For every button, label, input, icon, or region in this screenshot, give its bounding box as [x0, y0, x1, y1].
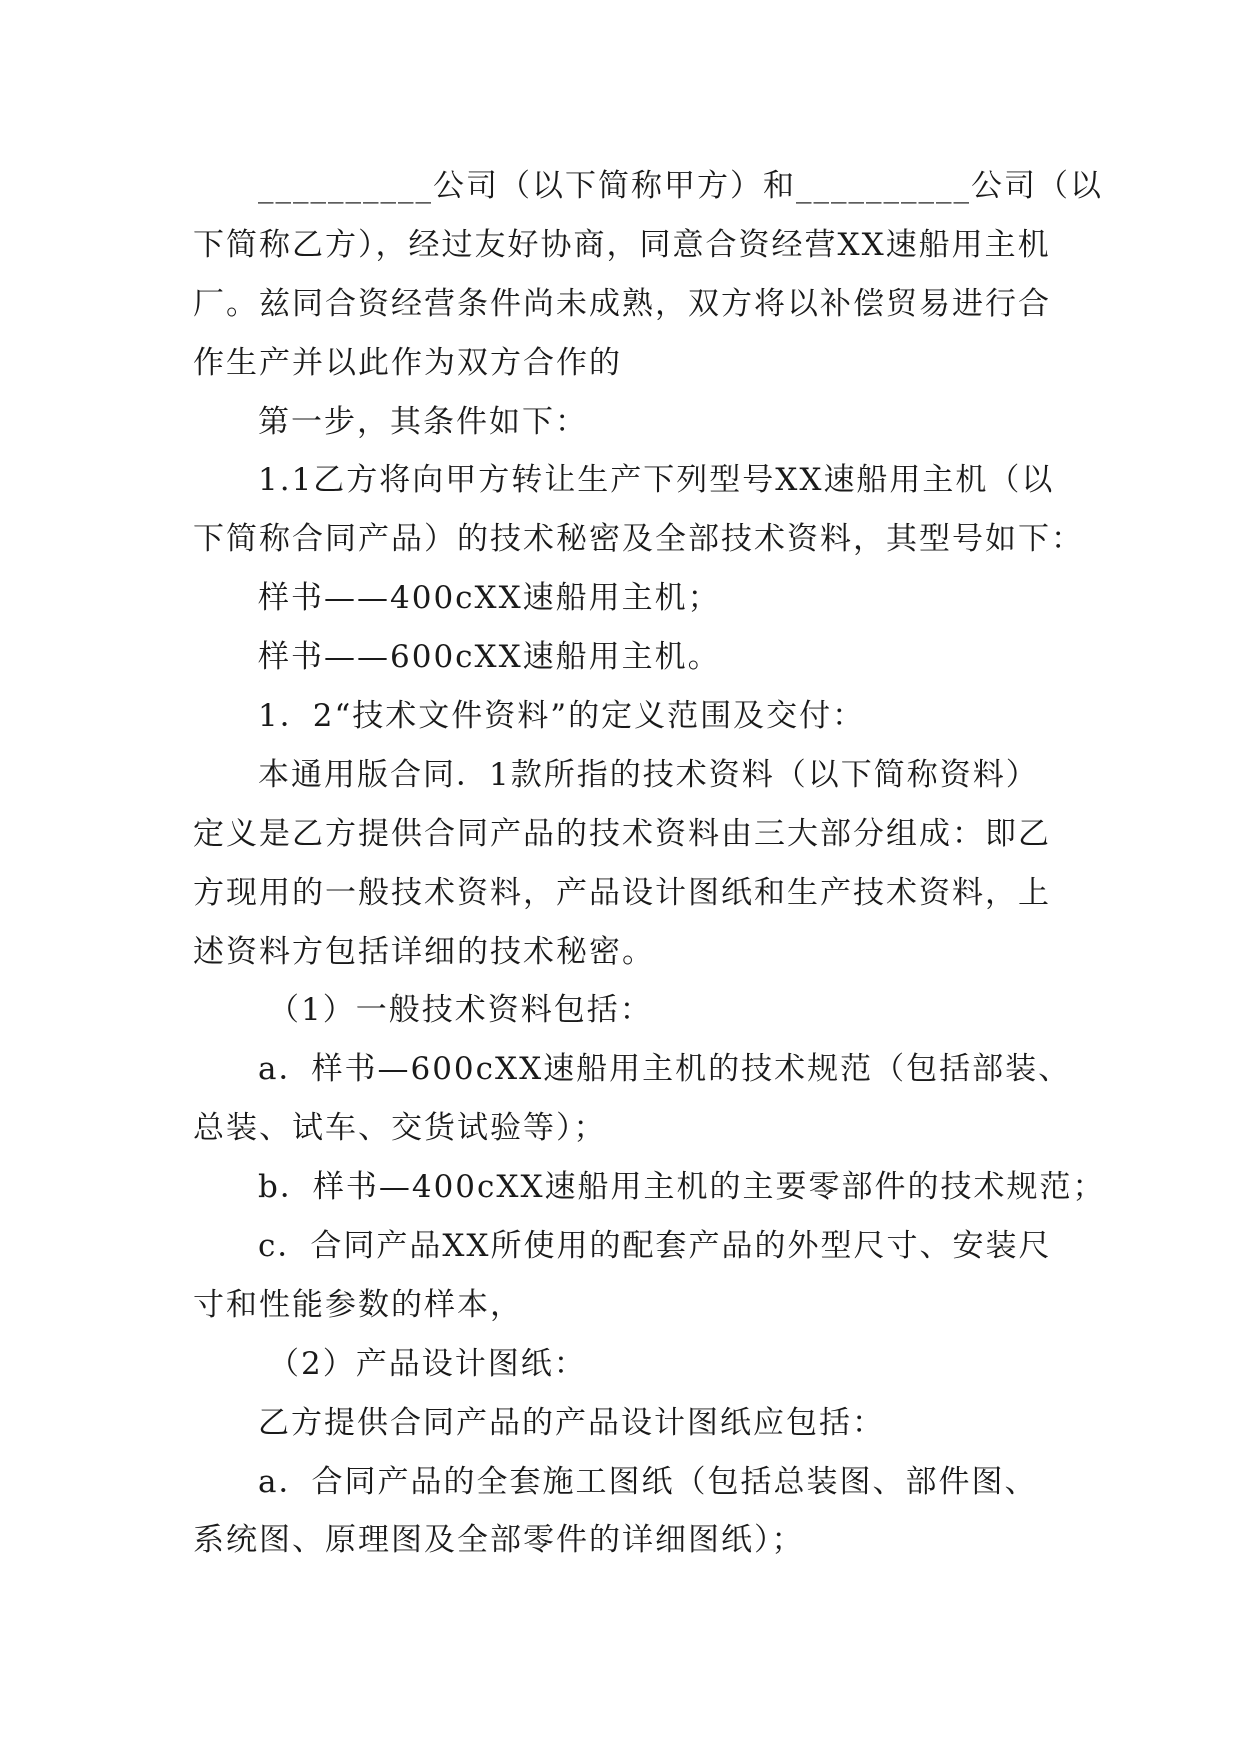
- paragraph-line: 方现用的一般技术资料，产品设计图纸和生产技术资料，上: [193, 874, 1051, 911]
- paragraph-line: 下简称合同产品）的技术秘密及全部技术资料，其型号如下：: [193, 521, 1084, 558]
- paragraph-line: 作生产并以此作为双方合作的: [193, 344, 622, 381]
- paragraph-line: 样书——600cXX速船用主机。: [258, 639, 721, 676]
- paragraph-line: 总装、试车、交货试验等）；: [193, 1110, 607, 1147]
- paragraph-line: （1）一般技术资料包括：: [268, 992, 653, 1029]
- paragraph-line: c．合同产品XX所使用的配套产品的外型尺寸、安装尺: [258, 1228, 1052, 1265]
- paragraph-line: __________公司（以下简称甲方）和__________公司（以: [258, 168, 1103, 204]
- paragraph-line: 第一步，其条件如下：: [258, 403, 588, 440]
- paragraph-line: 1.1乙方将向甲方转让生产下列型号XX速船用主机（以: [258, 462, 1055, 499]
- paragraph-line: （2）产品设计图纸：: [268, 1345, 587, 1382]
- paragraph-line: 寸和性能参数的样本，: [193, 1286, 523, 1323]
- paragraph-line: a．样书—600cXX速船用主机的技术规范（包括部装、: [258, 1051, 1072, 1088]
- paragraph-line: 1．2“技术文件资料”的定义范围及交付：: [258, 698, 866, 735]
- paragraph-line: 系统图、原理图及全部零件的详细图纸）；: [193, 1522, 805, 1559]
- paragraph-line: 定义是乙方提供合同产品的技术资料由三大部分组成：即乙: [193, 815, 1051, 852]
- paragraph-line: 本通用版合同．1款所指的技术资料（以下简称资料）: [258, 756, 1039, 793]
- paragraph-line: 乙方提供合同产品的产品设计图纸应包括：: [258, 1404, 885, 1441]
- paragraph-line: 厂。兹同合资经营条件尚未成熟，双方将以补偿贸易进行合: [193, 285, 1051, 322]
- document-body: [193, 157, 1106, 1570]
- paragraph-line: a．合同产品的全套施工图纸（包括总装图、部件图、: [258, 1463, 1038, 1500]
- paragraph-line: 样书——400cXX速船用主机；: [258, 580, 721, 617]
- paragraph-line: 述资料方包括详细的技术秘密。: [193, 933, 655, 970]
- paragraph-line: 下简称乙方），经过友好协商，同意合资经营XX速船用主机: [193, 226, 1051, 263]
- paragraph-line: b．样书—400cXX速船用主机的主要零部件的技术规范；: [258, 1169, 1106, 1206]
